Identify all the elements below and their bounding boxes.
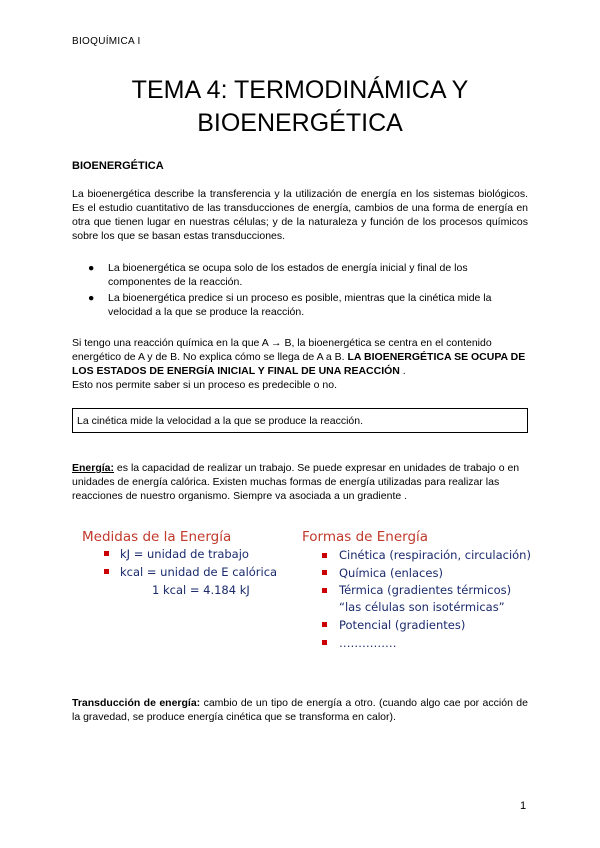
list-item — [302, 564, 532, 582]
form-text: Cinética (respiración, circulación) — [339, 548, 531, 562]
transduction-definition: cambio de un tipo de energía a otro. (cuando algo cae por acción de la gravedad, se produce energía cinética que se transforma en calor). — [72, 697, 528, 723]
bullet-icon: ● — [88, 292, 95, 304]
list-item — [82, 563, 302, 581]
energy-paragraph — [72, 461, 528, 503]
page-title — [72, 74, 528, 140]
square-bullet-icon — [322, 570, 327, 575]
list-item — [72, 291, 528, 319]
intro-paragraph: La bioenergética describe la transferencia y la utilización de energía en los sistemas biológicos. Es el estudio cuantitativo de las transducciones de energía, cambios de una forma de energía en otra que tienen lugar en nuestras células; y de la naturaleza y función de los procesos químicos sobre los que se basan estas transducciones. — [72, 188, 528, 242]
reaction-text: Si tengo una reacción química en la que A → B, la bioenergética se centra en el contenido energético de A y de B. No explica cómo se llega de A a B. — [72, 337, 492, 363]
reaction-second-line: Esto nos permite saber si un proceso es predecible o no. — [72, 379, 337, 391]
form-text: Potencial (gradientes) — [339, 618, 466, 632]
list-item — [302, 582, 532, 616]
list-item — [82, 545, 302, 563]
list-item — [302, 616, 532, 634]
transduction-term: Transducción de energía: — [72, 697, 201, 709]
bullet-list — [72, 261, 528, 321]
forms-title: Formas de Energía — [302, 529, 429, 545]
square-bullet-icon — [104, 569, 109, 574]
list-item — [302, 634, 532, 652]
energy-term: Energía: — [72, 462, 115, 474]
conversion-equation: 1 kcal = 4.184 kJ — [152, 583, 250, 597]
square-bullet-icon — [322, 622, 327, 627]
energy-definition: es la capacidad de realizar un trabajo. Se puede expresar en unidades de trabajo o en unidades de energía calórica. Existen muchas formas de energía utilizadas para realizar las reacciones de nuestro organismo. Siempre va asociada a un gradiente . — [72, 462, 520, 502]
title-line-2: BIOENERGÉTICA — [197, 109, 403, 137]
transduction-paragraph — [72, 696, 528, 724]
form-text: …………… — [339, 636, 397, 650]
bullet-text: La bioenergética predice si un proceso es posible, mientras que la cinética mide la velocidad a la que se produce la reacción. — [108, 292, 492, 318]
bullet-text: La bioenergética se ocupa solo de los estados de energía inicial y final de los componentes de la reacción. — [108, 262, 468, 288]
title-line-1: TEMA 4: TERMODINÁMICA Y — [131, 76, 469, 104]
bullet-icon: ● — [88, 262, 95, 274]
section-heading: BIOENERGÉTICA — [72, 160, 164, 172]
running-header: BIOQUÍMICA I — [72, 36, 141, 47]
measures-title: Medidas de la Energía — [82, 529, 232, 545]
reaction-emphasis: LA BIOENERGÉTICA SE OCUPA DE LOS ESTADOS DE ENERGÍA INICIAL Y FINAL DE UNA REACCIÓN — [72, 351, 526, 377]
measure-text: kcal = unidad de E calórica — [120, 565, 278, 579]
square-bullet-icon — [322, 553, 327, 558]
form-text: Térmica (gradientes térmicos) “las células son isotérmicas” — [339, 583, 512, 614]
square-bullet-icon — [322, 588, 327, 593]
form-text: Química (enlaces) — [339, 566, 443, 580]
square-bullet-icon — [104, 551, 109, 556]
page-number: 1 — [520, 800, 527, 812]
reaction-paragraph — [72, 336, 528, 392]
measure-text: kJ = unidad de trabajo — [120, 547, 249, 561]
energy-measures-slide — [82, 529, 302, 599]
boxed-note: La cinética mide la velocidad a la que se produce la reacción. — [72, 408, 528, 433]
list-item — [302, 547, 532, 564]
list-item — [72, 261, 528, 289]
square-bullet-icon — [322, 640, 327, 645]
reaction-end: . — [399, 365, 406, 377]
energy-forms-slide — [302, 529, 532, 652]
